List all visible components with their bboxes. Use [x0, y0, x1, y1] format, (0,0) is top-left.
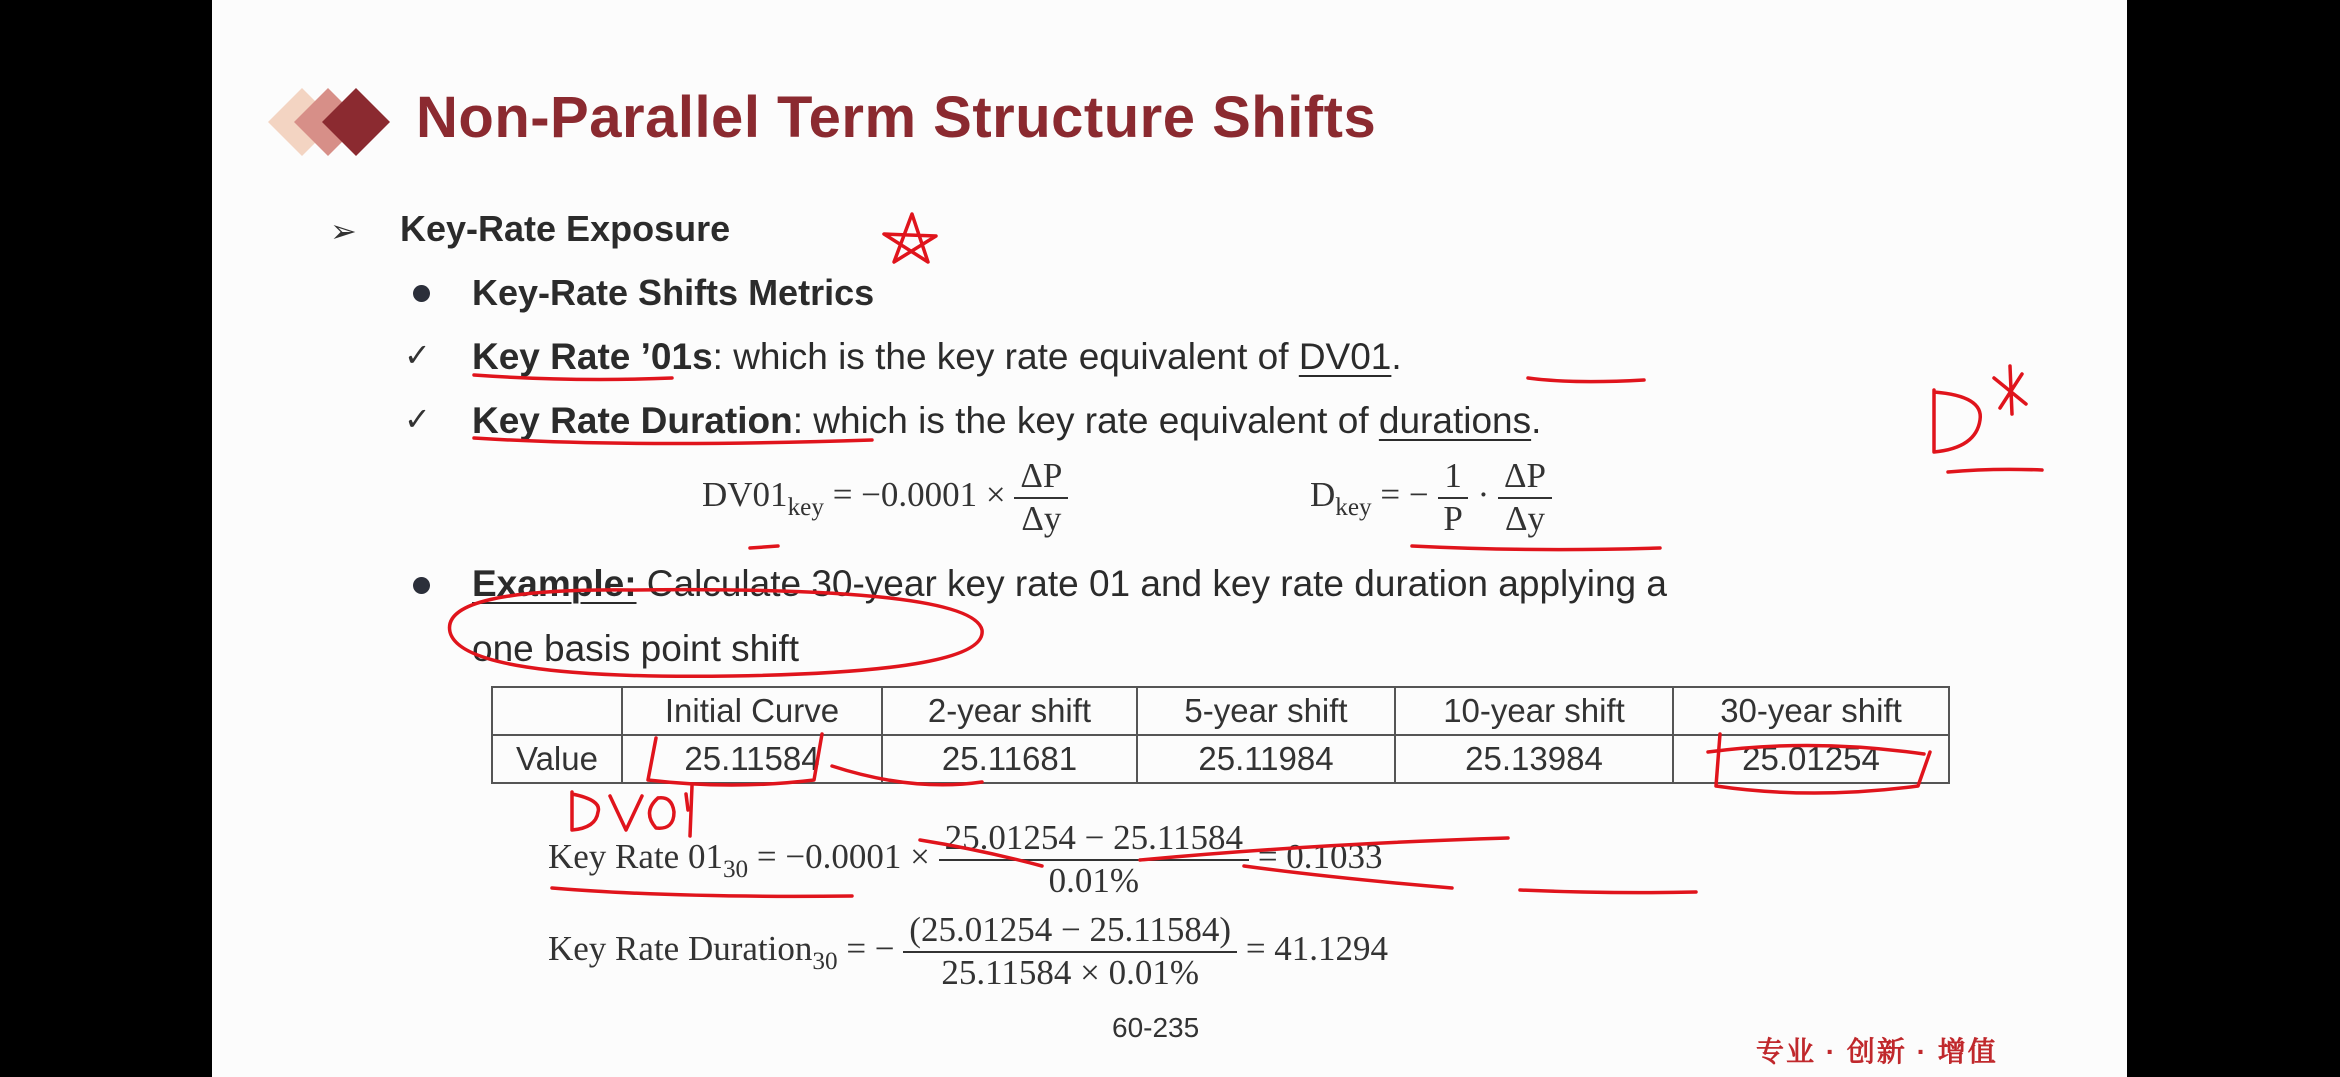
key-rate-duration-calc [548, 912, 1388, 992]
dv01-key-formula [702, 458, 1068, 538]
fraction [939, 820, 1249, 900]
table-cell: 25.11584 [622, 735, 882, 783]
formula-lhs: D [1310, 474, 1336, 514]
numerator: 1 [1438, 458, 1468, 499]
calc-result: = 41.1294 [1245, 928, 1389, 968]
page-title: Non-Parallel Term Structure Shifts [416, 85, 1377, 150]
table-header-cell: 2-year shift [882, 687, 1137, 735]
formula-subscript: key [1335, 494, 1372, 522]
period: . [1391, 336, 1402, 377]
slide [212, 0, 2127, 1077]
brand-slogan: 专业 · 创新 · 增值 [1756, 1036, 1998, 1067]
underline-d-star [1948, 469, 2042, 472]
period: . [1531, 400, 1542, 441]
checkmark-icon: ✓ [404, 337, 431, 373]
checkmark-icon: ✓ [404, 401, 431, 437]
table-header-cell [492, 687, 622, 735]
d-key-formula [1310, 458, 1552, 538]
table-row-label: Value [492, 735, 622, 783]
denominator: 0.01% [1048, 860, 1140, 900]
underline-d-key-formula [1412, 546, 1660, 550]
key-rate-01-calc [548, 820, 1383, 900]
example-text: Calculate 30-year key rate 01 and key rate duration applying a [636, 563, 1667, 604]
key-rate-01-desc: : which is the key rate equivalent of [712, 336, 1299, 377]
calc-result: = 0.1033 [1257, 836, 1383, 876]
table-cell: 25.11984 [1137, 735, 1395, 783]
formula-coefficient: = −0.0001 × [832, 474, 1006, 514]
dv01-ref: DV01 [1298, 336, 1392, 377]
key-rate-01-term: Key Rate ’01s [472, 336, 713, 377]
key-rate-duration-item [472, 400, 1541, 442]
numerator: ΔP [1014, 458, 1068, 499]
table-header-row [492, 687, 1949, 735]
example-line-2: one basis point shift [472, 628, 800, 669]
calc-subscript: 30 [722, 856, 749, 884]
metrics-heading: Key-Rate Shifts Metrics [472, 272, 875, 313]
star-mark-icon [884, 214, 936, 262]
durations-ref: durations [1378, 400, 1532, 441]
underline-dv01 [1528, 378, 1644, 382]
calc-operator: = − [846, 928, 895, 968]
numerator: 25.01254 − 25.11584 [939, 820, 1249, 861]
fraction [1437, 458, 1468, 538]
numerator: ΔP [1498, 458, 1552, 499]
bullet-dot-icon [413, 285, 430, 302]
denominator: P [1443, 498, 1463, 538]
section-heading: Key-Rate Exposure [400, 208, 731, 249]
example-line-1 [472, 563, 1667, 605]
shift-values-table [491, 686, 1950, 784]
calc-lhs: Key Rate 01 [548, 836, 723, 876]
handwritten-asterisk [1994, 366, 2026, 414]
handwritten-d-letter [1934, 390, 1980, 452]
calc-operator: = −0.0001 × [756, 836, 930, 876]
example-label: Example: [472, 563, 637, 604]
key-rate-01-item [472, 336, 1402, 378]
fraction [1498, 458, 1552, 538]
fraction [903, 912, 1237, 992]
calc-lhs: Key Rate Duration [548, 928, 813, 968]
table-cell: 25.13984 [1395, 735, 1673, 783]
table-header-cell: 30-year shift [1673, 687, 1949, 735]
formula-lhs: DV01 [702, 474, 788, 514]
table-row [492, 735, 1949, 783]
formula-operator: = − [1380, 474, 1429, 514]
fraction [1014, 458, 1068, 538]
table-header-cell: Initial Curve [622, 687, 882, 735]
bullet-dot-icon [413, 577, 430, 594]
dv01-formula-tick [750, 546, 778, 548]
denominator: Δy [1505, 498, 1546, 538]
underline-result [1520, 890, 1696, 893]
title-diamond-icon [264, 84, 414, 160]
key-rate-duration-desc: : which is the key rate equivalent of [792, 400, 1379, 441]
dot-operator: · [1477, 474, 1490, 514]
formula-subscript: key [787, 494, 824, 522]
calc-subscript: 30 [812, 948, 838, 976]
arrow-bullet-icon: ➢ [330, 213, 357, 249]
denominator: Δy [1021, 498, 1062, 538]
table-header-cell: 5-year shift [1137, 687, 1395, 735]
denominator: 25.11584 × 0.01% [941, 952, 1199, 992]
table-cell: 25.11681 [882, 735, 1137, 783]
key-rate-duration-term: Key Rate Duration [472, 400, 793, 441]
table-cell: 25.01254 [1673, 735, 1949, 783]
table-header-cell: 10-year shift [1395, 687, 1673, 735]
numerator: (25.01254 − 25.11584) [903, 912, 1237, 953]
page-number: 60-235 [1112, 1012, 1200, 1043]
